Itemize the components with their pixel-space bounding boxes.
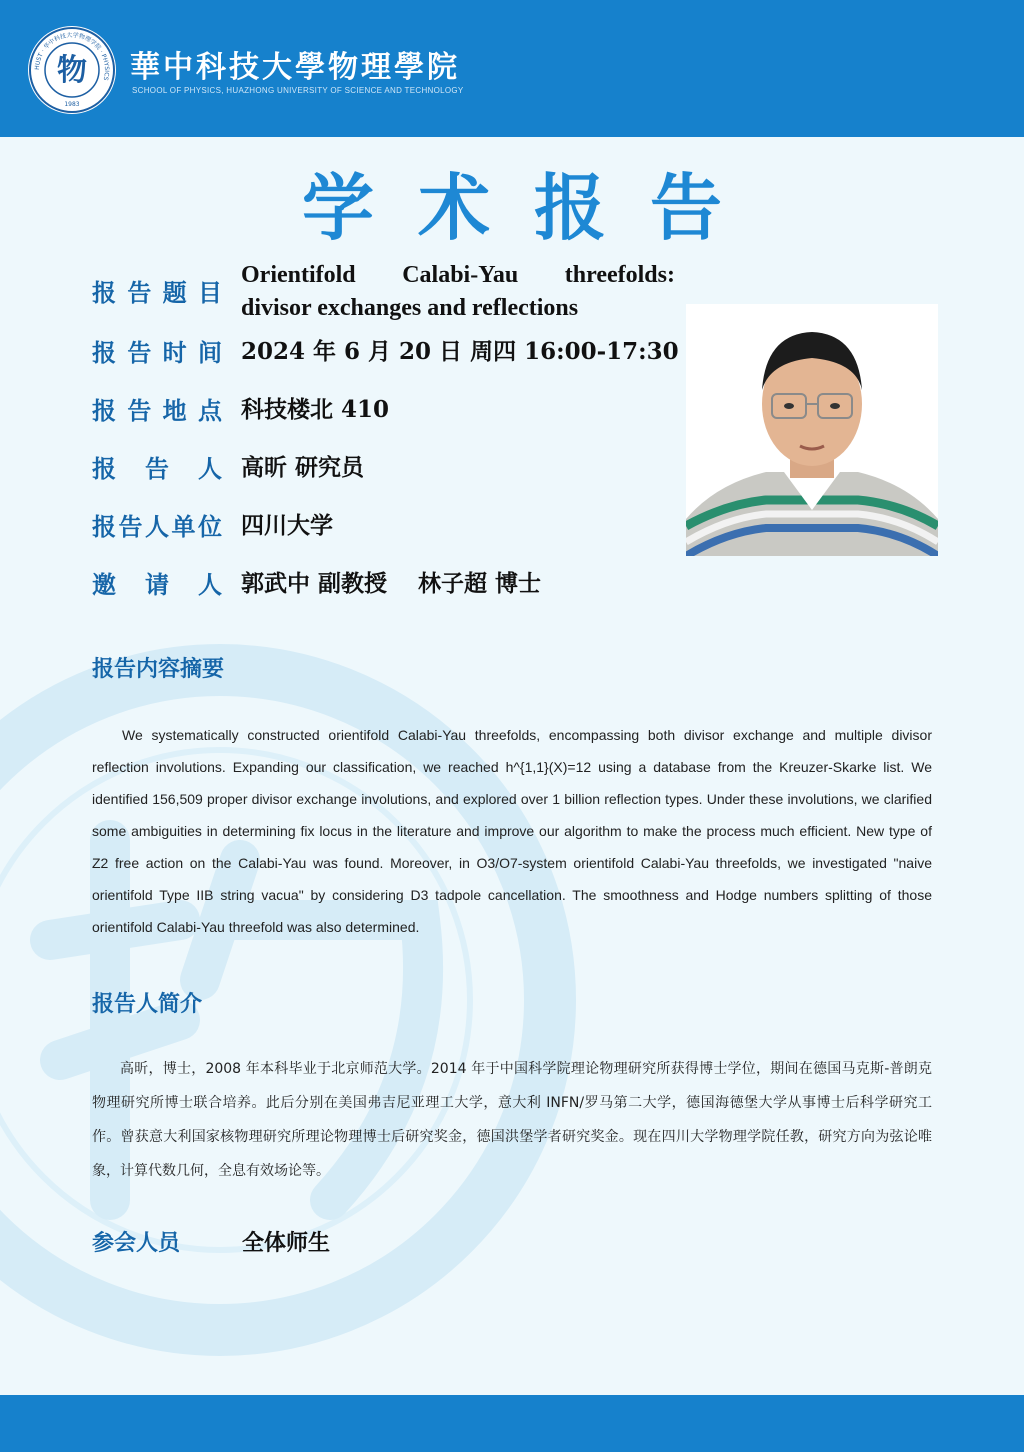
school-logo [28,26,116,114]
header-banner [0,0,1024,137]
inviter-names: 郭武中 副教授 林子超 博士 [241,570,542,597]
label-char: 报 [92,279,116,307]
label-inviter [92,565,222,600]
attendees-label: 参会人员 [92,1231,181,1256]
talk-title-line2: divisor exchanges and reflections [241,295,579,321]
logo-year: 1983 [64,101,80,108]
logo-ring-text: HUST · 华中科技大学物理学院 · PHYSICS [33,31,111,82]
abstract-heading: 报告内容摘要 [92,657,225,682]
university-name: 華中科技大學物理學院 [130,50,460,85]
label-char: 位 [198,513,222,541]
label-char: 报 [92,397,116,425]
label-char: 邀 [92,571,116,599]
speaker-affiliation: 四川大学 [241,512,333,539]
talk-time: 2024 年 6 月 20 日 周四 16:00-17:30 [241,338,679,365]
bio-text: 高昕，博士，2008 年本科毕业于北京师范大学。2014 年于中国科学院理论物理研究所获得博士学位，期间在德国马克斯-普朗克物理研究所博士联合培养。此后分别在美国弗吉尼亚理工大学，意大利 INFN/罗马第二大学，德国海德堡大学从事博士后科学研究工作。曾获意大利国家核物理研究所理论物理博士后研究奖金，德国洪堡学者研究奖金。现在四川大学物理学院任教，研究方向为弦论唯象，计算代数几何，全息有效场论等。 [92,1061,932,1179]
talk-title [241,259,675,325]
label-title [92,273,222,308]
label-char: 请 [145,571,169,599]
label-char: 目 [197,279,222,307]
talk-title-word: Orientifold [241,262,356,288]
bio-heading: 报告人简介 [92,992,203,1017]
label-time [92,333,222,368]
attendees-value: 全体师生 [242,1231,331,1256]
school-seal-icon [28,26,116,114]
label-char: 告 [127,397,152,425]
label-char: 题 [162,279,187,307]
label-char: 人 [198,455,222,483]
speaker-portrait-icon [686,304,938,556]
label-char: 报 [92,339,116,367]
label-char: 告 [127,279,152,307]
label-char: 地 [162,397,187,425]
talk-title-word: Calabi-Yau [402,262,519,288]
label-char: 人 [198,571,222,599]
label-char: 告 [145,455,169,483]
label-char: 告 [118,513,143,541]
speaker-name: 高昕 研究员 [241,454,365,481]
label-char: 单 [171,513,196,541]
label-speaker [92,449,222,484]
label-place [92,391,222,426]
label-unit [92,507,222,542]
speaker-photo [686,304,938,556]
label-char: 间 [197,339,222,367]
abstract-text: We systematically constructed orientifold Calabi-Yau threefolds, encompassing both divisor exchange and multiple divisor reflection involutions. Expanding our classification, we reached h^{1,1}(X)=12 using a database from the Kreuzer-Skarke list. We identified 156,509 proper divisor exchange involutions, and explored over 1 billion reflection types. Under these involutions, we clarified some ambiguities in determining fix locus in the literature and improve our algorithm to make the process much efficient. New type of Z2 free action on the Calabi-Yau was found. Moreover, in O3/O7-system orientifold Calabi-Yau threefolds, we investigated "naive orientifold Type IIB string vacua" by considering D3 tadpole cancellation. The smoothness and Hodge numbers splitting of those orientifold Calabi-Yau threefold was also determined. [92,727,932,935]
label-char: 告 [127,339,152,367]
label-char: 点 [197,397,222,425]
label-char: 人 [145,513,169,541]
label-char: 报 [92,513,116,541]
logo-inner-char: 物 [57,53,87,88]
talk-place: 科技楼北 410 [241,396,390,423]
main-title: 学术报告 [301,165,766,250]
footer-banner [0,1395,1024,1452]
attendees-row [92,1226,331,1257]
talk-title-line1 [241,259,675,292]
label-char: 报 [92,455,116,483]
talk-title-word: threefolds: [564,262,675,288]
label-char: 时 [162,339,187,367]
university-english-name: SCHOOL OF PHYSICS, HUAZHONG UNIVERSITY OF SCIENCE AND TECHNOLOGY [132,86,464,95]
